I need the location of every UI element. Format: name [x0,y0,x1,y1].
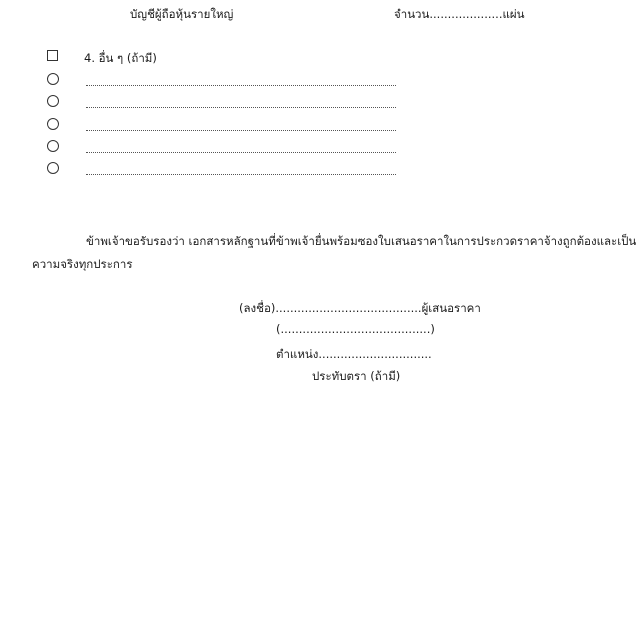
signature-name-line: (ลงชื่อ)........................................ผู้เสนอราคา [239,301,481,315]
fill-line-2[interactable] [86,107,396,108]
radio-option-3[interactable] [47,118,59,130]
signature-position-line: ตำแหน่ง............................... [276,347,432,361]
radio-option-4[interactable] [47,140,59,152]
fill-line-4[interactable] [86,152,396,153]
fill-line-1[interactable] [86,85,396,86]
certification-text-line-2: ความจริงทุกประการ [32,257,133,271]
checkbox-others[interactable] [47,50,58,61]
company-stamp-label: ประทับตรา (ถ้ามี) [312,369,401,383]
certification-text-line-1: ข้าพเจ้าขอรับรองว่า เอกสารหลักฐานที่ข้าพเจ้ายื่นพร้อมซองใบเสนอราคาในการประกวดราคาจ้างถูกต้องและเป็น [86,234,637,248]
radio-option-2[interactable] [47,95,59,107]
radio-option-5[interactable] [47,162,59,174]
shareholder-list-label: บัญชีผู้ถือหุ้นรายใหญ่ [130,7,234,21]
page-count-label: จำนวน....................แผ่น [394,7,525,21]
others-section-label: 4. อื่น ๆ (ถ้ามี) [84,51,157,65]
radio-option-1[interactable] [47,73,59,85]
fill-line-3[interactable] [86,130,396,131]
signature-printed-name-line: (.........................................) [276,322,435,336]
fill-line-5[interactable] [86,174,396,175]
